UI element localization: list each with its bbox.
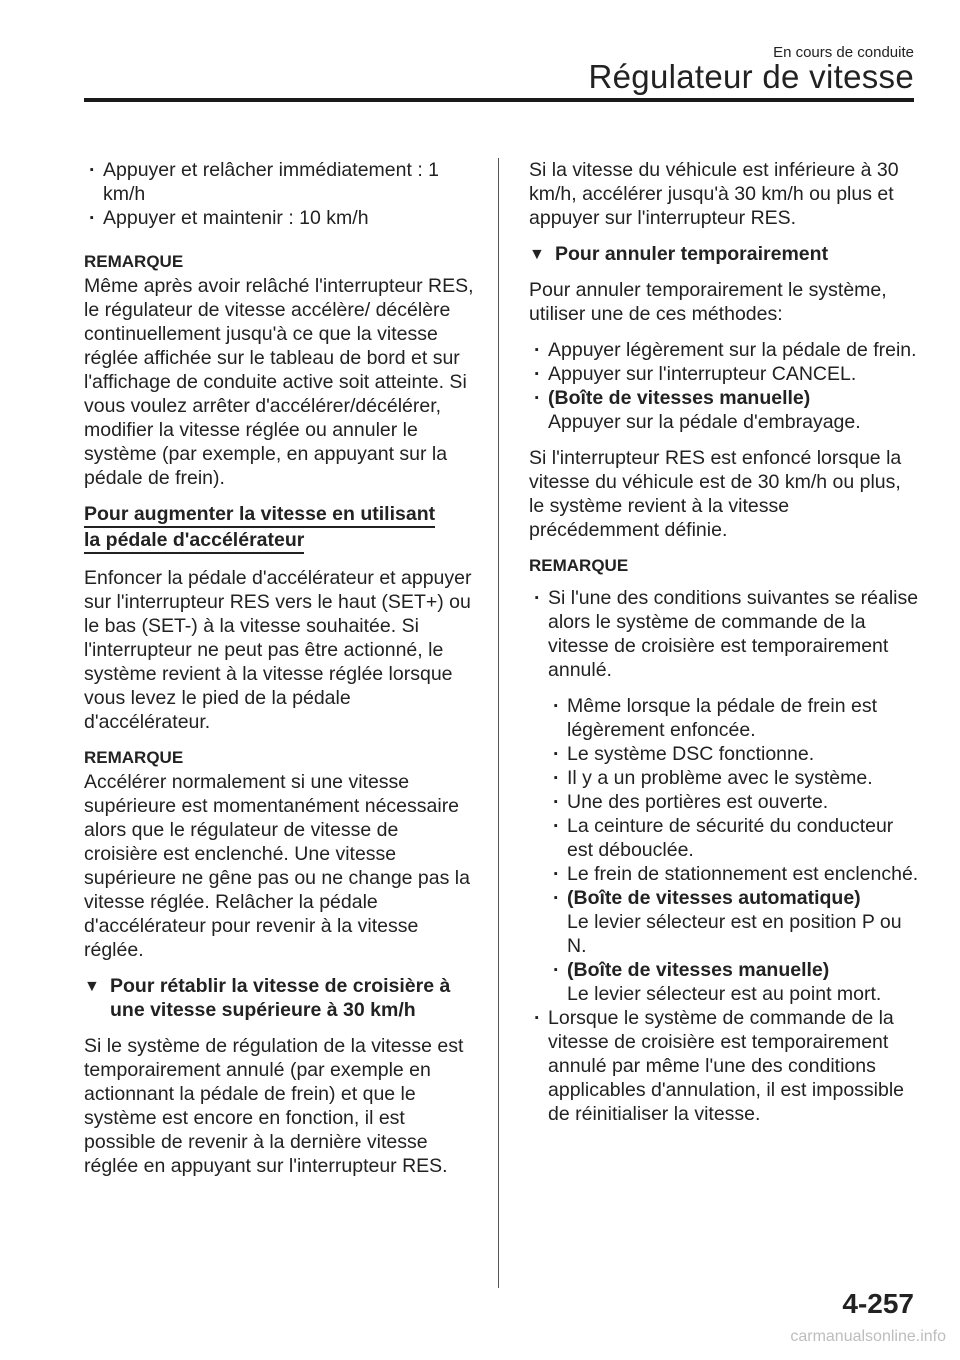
list-item: · La ceinture de sécurité du conducteur est débouclée. (548, 814, 919, 862)
list-item-text: Le levier sélecteur est au point mort. (567, 983, 882, 1005)
paragraph: Pour annuler temporairement le système, utiliser une de ces méthodes: (529, 279, 887, 325)
list-item: · Le frein de stationnement est enclenché. (548, 862, 919, 886)
paragraph: Si le système de régulation de la vitesse est temporairement annulé (par exemple en actionnant la pédale de frein) et que le système est encore en fonction, il est possible de revenir à la dernière vitesse réglée en appuyant sur l'interrupteur RES. (84, 1035, 464, 1177)
list-item: · Si l'une des conditions suivantes se réalise alors le système de commande de la vitesse de croisière est temporairement annulé. (529, 586, 919, 682)
right-column (529, 158, 919, 1126)
list-item: · Appuyer légèrement sur la pédale de frein. (529, 338, 919, 362)
speed-step-list (84, 158, 474, 230)
list-item (529, 386, 919, 434)
list-item-text: Le levier sélecteur est en position P ou N. (567, 911, 902, 957)
section-heading-text: Pour rétablir la vitesse de croisière à une vitesse supérieure à 30 km/h (110, 975, 451, 1021)
list-item: · Le système DSC fonctionne. (548, 742, 919, 766)
note-block (84, 250, 474, 490)
list-item: · Même lorsque la pédale de frein est légèrement enfoncée. (548, 694, 919, 742)
list-item: · Il y a un problème avec le système. (548, 766, 919, 790)
paragraph: Si la vitesse du véhicule est inférieure à 30 km/h, accélérer jusqu'à 30 km/h ou plus et appuyer sur l'interrupteur RES. (529, 159, 899, 229)
transmission-label: (Boîte de vitesses manuelle) (567, 959, 830, 981)
triangle-down-icon: ▼ (529, 246, 545, 263)
watermark: carmanualsonline.info (790, 1328, 946, 1345)
list-item: · Appuyer sur l'interrupteur CANCEL. (529, 362, 919, 386)
list-item: · Appuyer et relâcher immédiatement : 1 km/h (84, 158, 474, 206)
list-item-text: Appuyer sur la pédale d'embrayage. (548, 411, 861, 433)
note-block (84, 746, 474, 962)
accel-heading (84, 502, 474, 554)
page-title: Régulateur de vitesse (588, 58, 914, 95)
page-number: 4-257 (842, 1288, 914, 1319)
list-item: · Une des portières est ouverte. (548, 790, 919, 814)
list-item (548, 958, 919, 1006)
triangle-down-icon: ▼ (84, 978, 100, 995)
cancel-method-list (529, 338, 919, 434)
transmission-label: (Boîte de vitesses automatique) (567, 887, 861, 909)
section-heading (529, 242, 919, 266)
note-heading: REMARQUE (84, 748, 184, 767)
paragraph: Si l'interrupteur RES est enfoncé lorsque la vitesse du véhicule est de 30 km/h ou plus, le système revient à la vitesse précédemment définie. (529, 447, 902, 541)
list-item (548, 886, 919, 958)
transmission-label: (Boîte de vitesses manuelle) (548, 387, 811, 409)
header-section: En cours de conduite (773, 44, 914, 61)
list-item: · Lorsque le système de commande de la vitesse de croisière est temporairement annulé par même l'une des conditions applicables d'annulation, il est impossible de réinitialiser la vitesse. (529, 1006, 919, 1126)
accel-heading-line1: Pour augmenter la vitesse en utilisant (84, 502, 435, 528)
note-list (529, 586, 919, 1126)
condition-sublist (548, 694, 919, 1006)
paragraph: Enfoncer la pédale d'accélérateur et appuyer sur l'interrupteur RES vers le haut (SET+) ou le bas (SET-) à la vitesse souhaitée. Si l'interrupteur ne peut pas être actionné, le système revient à la vitesse réglée lorsque vous levez le pied de la pédale d'accélérateur. (84, 567, 472, 733)
section-heading (84, 974, 474, 1022)
left-column (84, 158, 474, 1190)
note-heading: REMARQUE (84, 252, 184, 271)
note-text: Même après avoir relâché l'interrupteur RES, le régulateur de vitesse accélère/ décélère continuellement jusqu'à ce que la vitesse réglée affichée sur le tableau de bord et sur l'affichage de conduite active soit atteinte. Si vous voulez arrêter d'accélérer/décélérer, modifier la vitesse réglée ou annuler le système (par exemple, en appuyant sur la pédale de frein). (84, 275, 474, 489)
note-text: Accélérer normalement si une vitesse supérieure est momentanément nécessaire alors que le régulateur de vitesse de croisière est enclenché. Une vitesse supérieure ne gêne pas ou ne change pas la vitesse réglée. Relâcher la pédale d'accélérateur pour revenir à la vitesse réglée. (84, 771, 470, 961)
note-heading: REMARQUE (529, 556, 629, 575)
column-divider (498, 158, 499, 1288)
list-item: · Appuyer et maintenir : 10 km/h (84, 206, 474, 230)
section-heading-text: Pour annuler temporairement (555, 243, 829, 265)
accel-heading-line2: la pédale d'accélérateur (84, 528, 304, 554)
header-rule (84, 98, 914, 102)
